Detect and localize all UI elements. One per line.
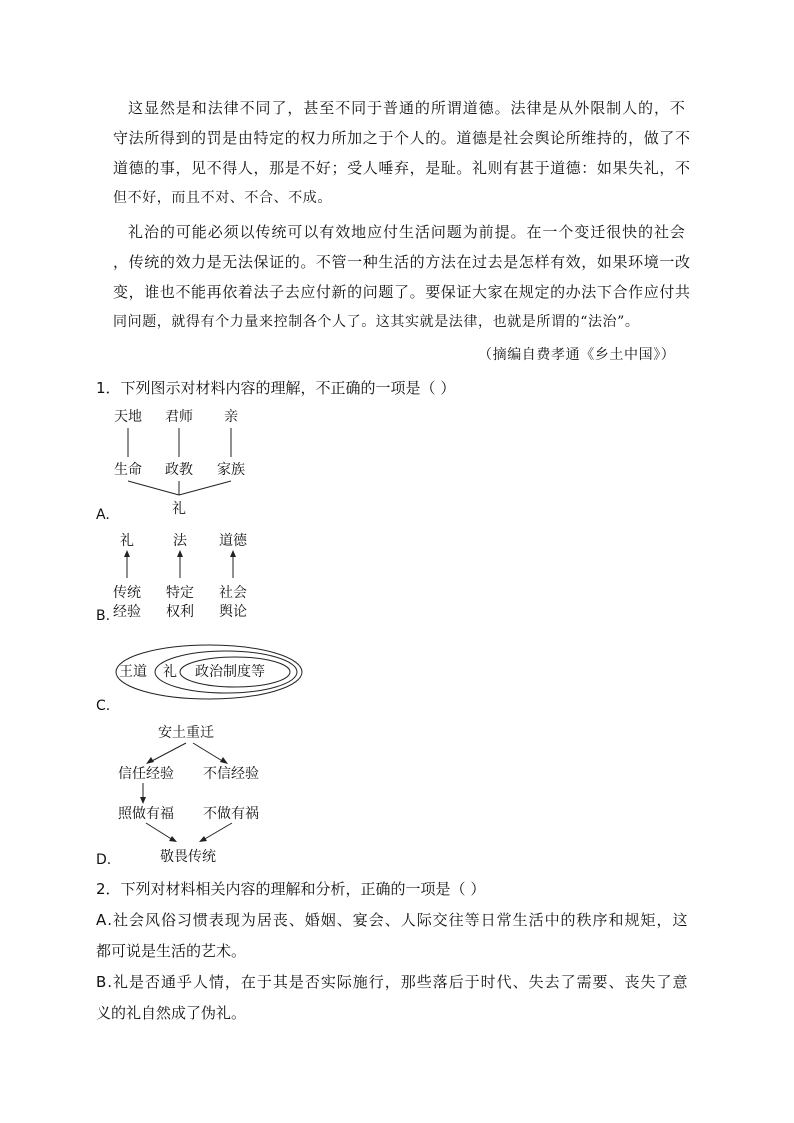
- passage-line: ， 传 统 的 效 力 是 无 法 保 证 的 。 不 管 一 种 生 活 的 方 法 在 过 去 是 怎 样 有 效 ， 如 果 环 境 一 改: [113, 253, 691, 271]
- passage-source: （摘编自费孝通《乡土中国》）: [478, 347, 676, 363]
- diagram-node: 君师: [165, 409, 193, 425]
- passage-line: 守 法 所 得 到 的 罚 是 由 特 定 的 权 力 所 加 之 于 个 人 的 。 道 德 是 社 会 舆 论 所 维 持 的 ， 做 了 不: [113, 129, 691, 147]
- diagram-node: 特定: [166, 585, 194, 601]
- passage-line: 这 显 然 是 和 法 律 不 同 了 ， 甚 至 不 同 于 普 通 的 所 谓 道 德 。 法 律 是 从 外 限 制 人 的 ， 不: [128, 99, 686, 117]
- passage-line: 礼 治 的 可 能 必 须 以 传 统 可 以 有 效 地 应 付 生 活 问 题 为 前 提 。 在 一 个 变 迁 很 快 的 社 会: [128, 223, 686, 241]
- passage-line: 道 德 的 事 ， 见 不 得 人 ， 那 是 不 好 ； 受 人 唾 弃 ， 是 耻 。 礼 则 有 甚 于 道 德 ： 如 果 失 礼 ， 不: [113, 159, 691, 177]
- diagram-node: 社会: [219, 585, 247, 601]
- diagram-node: 法: [173, 533, 187, 549]
- diagram-node: 安土重迁: [158, 725, 214, 741]
- option-c-label: C.: [96, 698, 111, 714]
- diagram-node: 传统: [113, 585, 141, 601]
- option-b-label: B.: [96, 608, 111, 624]
- diagram-node: 生命: [114, 462, 142, 478]
- diagram-node: 礼: [163, 664, 177, 680]
- question-1-stem: 1．下列图示对材料内容的理解，不正确的一项是（ ）: [96, 379, 456, 397]
- diagram-node: 权利: [166, 604, 194, 620]
- diagram-node: 家族: [217, 462, 245, 478]
- option-a-label: A.: [96, 507, 110, 523]
- diagram-node: 王道: [119, 664, 147, 680]
- diagram-node: 不信经验: [203, 766, 259, 782]
- question-2-option-b: B . 礼 是 否 通 乎 人 情 ， 在 于 其 是 否 实 际 施 行 ， 那 些 落 后 于 时 代 、 失 去 了 需 要 、 丧 失 了 意: [96, 973, 688, 991]
- diagram-node: 道德: [219, 533, 247, 549]
- question-2-option-a: A . 社 会 风 俗 习 惯 表 现 为 居 丧 、 婚 姻 、 宴 会 、 人 际 交 往 等 日 常 生 活 中 的 秩 序 和 规 矩 ， 这: [96, 911, 688, 929]
- diagram-node: 经验: [113, 604, 141, 620]
- diagram-node: 政教: [165, 462, 193, 478]
- diagram-node: 不做有祸: [203, 806, 259, 822]
- diagram-node: 政治制度等: [195, 664, 265, 680]
- question-2-stem: 2．下列对材料相关内容的理解和分析，正确的一项是（ ）: [96, 880, 486, 898]
- question-2-option-a-cont: 都可说是生活的艺术。: [96, 942, 247, 960]
- passage-line: 变 ， 谁 也 不 能 再 依 着 法 子 去 应 付 新 的 问 题 了 。 要 保 证 大 家 在 规 定 的 办 法 下 合 作 应 付 共: [113, 283, 691, 301]
- diagram-node: 敬畏传统: [160, 849, 216, 865]
- diagram-node: 信任经验: [118, 766, 174, 782]
- diagram-node: 礼: [172, 501, 186, 517]
- diagram-node: 天地: [114, 409, 142, 425]
- passage-line: 但不好，而且不对、不合、不成。: [113, 190, 332, 206]
- option-d-label: D.: [96, 852, 112, 868]
- question-2-option-b-cont: 义的礼自然成了伪礼。: [96, 1004, 247, 1022]
- diagram-node: 舆论: [219, 604, 247, 620]
- diagram-node: 照做有福: [118, 806, 174, 822]
- diagram-node: 礼: [120, 533, 134, 549]
- diagram-node: 亲: [224, 409, 238, 425]
- passage-line: 同问题，就得有个力量来控制各个人了。这其实就是法律，也就是所谓的“法治”。: [113, 314, 640, 330]
